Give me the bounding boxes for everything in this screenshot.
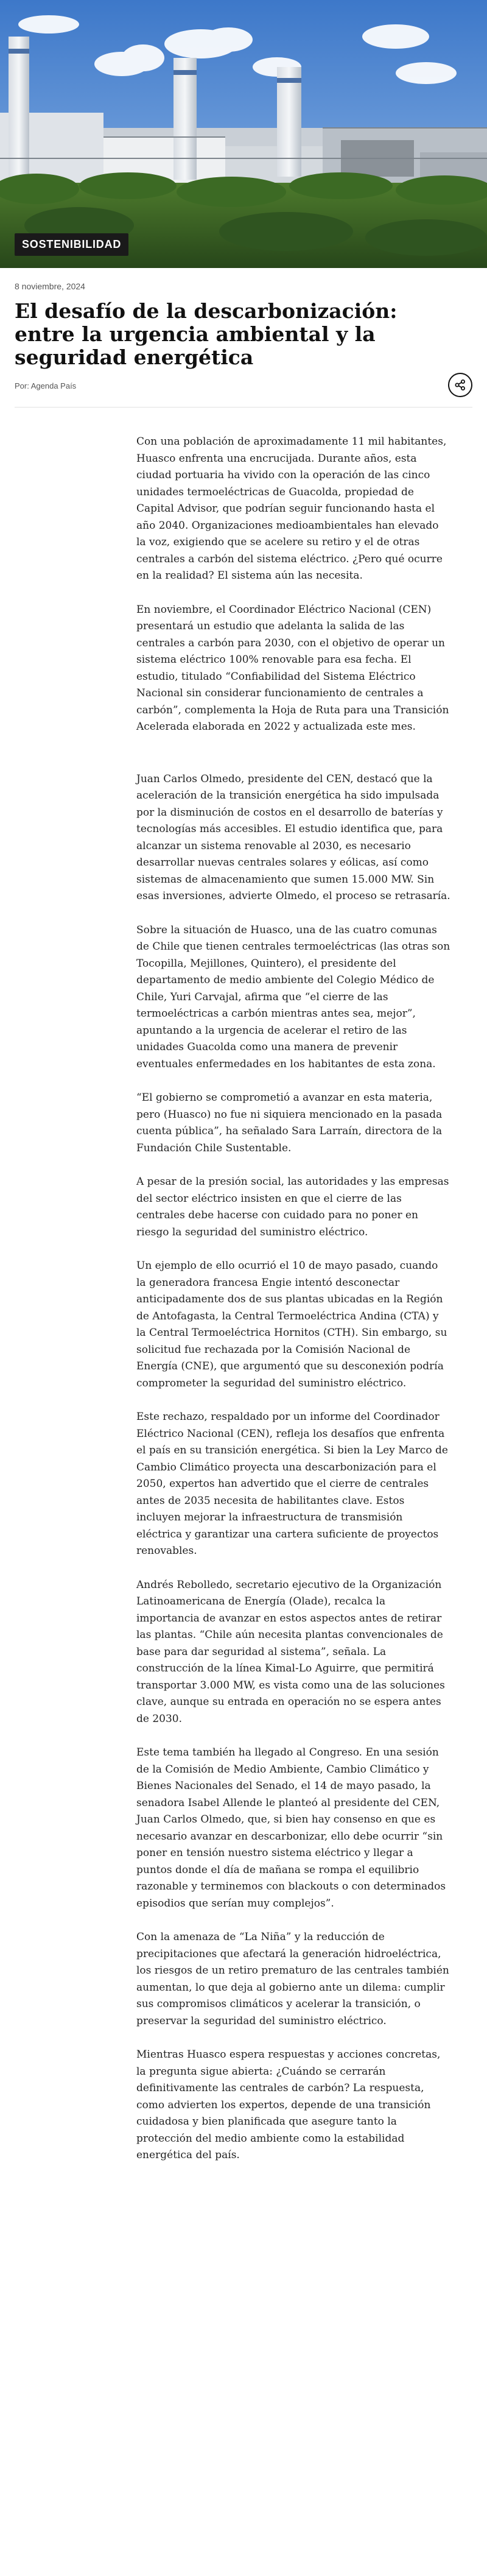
- paragraph: Juan Carlos Olmedo, presidente del CEN, destacó que la aceleración de la transición energética ha sido impulsada por la disminución de costos en el desarrollo de baterías y tecnologías más accesibles. El estudio identifica que, para alcanzar un sistema renovable al 2030, es necesario desarrollar nuevas centrales solares y eólicas, así como sistemas de almacenamiento que sumen 15.000 MW. Sin esas inversiones, advierte Olmedo, el proceso se retrasaría.: [136, 772, 450, 902]
- article-date: 8 noviembre, 2024: [15, 281, 85, 291]
- article-title: El desafío de la descarbonización: entre la urgencia ambiental y la seguridad energética: [15, 299, 398, 369]
- share-button[interactable]: [448, 373, 472, 397]
- paragraph: Mientras Huasco espera respuestas y acciones concretas, la pregunta sigue abierta: ¿Cuándo se cerrarán definitivamente las centrales de carbón? La respuesta, como advierten los expertos, depende de una transición cuidadosa y bien planificada que asegure tanto la protección del medio ambiente como la estabilidad energética del país.: [136, 2048, 441, 2161]
- paragraph: Este rechazo, respaldado por un informe del Coordinador Eléctrico Nacional (CEN), refleja los desafíos que enfrenta el país en su transición energética. Si bien la Ley Marco de Cambio Climático proyecta una descarbonización para el 2050, expertos han advertido que el cierre de centrales antes de 2035 necesita de habilitantes clave. Estos incluyen mejorar la infraestructura de transmisión eléctrica y garantizar una cartera suficiente de proyectos renovables.: [136, 1411, 448, 1557]
- paragraph: A pesar de la presión social, las autoridades y las empresas del sector eléctrico insisten en que el cierre de las centrales debe hacerse con cuidado para no poner en riesgo la seguridad del suministro eléctrico.: [136, 1176, 449, 1238]
- paragraph: Con la amenaza de “La Niña” y la reducción de precipitaciones que afectará la generación hidroeléctrica, los riesgos de un retiro prematuro de las centrales también aumentan, lo que deja al gobierno ante un dilema: cumplir sus compromisos climáticos y acelerar la transición, o preservar la seguridad del suministro eléctrico.: [136, 1931, 449, 2027]
- article-body: [136, 434, 450, 2181]
- paragraph: Un ejemplo de ello ocurrió el 10 de mayo pasado, cuando la generadora francesa Engie intentó desconectar anticipadamente dos de sus plantas ubicadas en la Región de Antofagasta, la Central Termoeléctrica Andina (CTA) y la Central Termoeléctrica Hornitos (CTH). Sin embargo, su solicitud fue rechazada por la Comisión Nacional de Energía (CNE), que argumentó que su desconexión podría comprometer la seguridad del suministro eléctrico.: [136, 1260, 447, 1389]
- article-byline: Por: Agenda País: [15, 381, 77, 390]
- category-badge[interactable]: SOSTENIBILIDAD: [15, 233, 128, 256]
- paragraph: Sobre la situación de Huasco, una de las cuatro comunas de Chile que tienen centrales termoeléctricas (las otras son Tocopilla, Mejillones, Quintero), el presidente del departamento de medio ambiente del Colegio Médico de Chile, Yuri Carvajal, afirma que “el cierre de las termoeléctricas a carbón mientras antes sea, mejor”, apuntando a la urgencia de acelerar el retiro de las unidades Guacolda como una manera de prevenir eventuales enfermedades en los habitantes de esta zona.: [136, 923, 450, 1070]
- hero-image: [0, 0, 487, 268]
- paragraph: Andrés Rebolledo, secretario ejecutivo de la Organización Latinoamericana de Energía (Olade), recalca la importancia de avanzar en estos aspectos antes de retirar las plantas. “Chile aún necesita plantas convencionales de base para dar seguridad al sistema”, señala. La construcción de la línea Kimal-Lo Aguirre, que permitirá transportar 3.000 MW, es vista como una de las soluciones clave, aunque su entrada en operación no se espera antes de 2030.: [136, 1578, 445, 1725]
- paragraph: “El gobierno se comprometió a avanzar en esta materia, pero (Huasco) no fue ni siquiera mencionado en la pasada cuenta pública”, ha señalado Sara Larraín, directora de la Fundación Chile Sustentable.: [136, 1092, 443, 1154]
- paragraph: Con una población de aproximadamente 11 mil habitantes, Huasco enfrenta una encrucijada. Durante años, esta ciudad portuaria ha vivido con la operación de las cinco unidades termoeléctricas de Guacolda, propiedad de Capital Advisor, que podrían seguir funcionando hasta el año 2040. Organizaciones medioambientales han elevado la voz, exigiendo que se acelere su retiro y el de otras centrales a carbón del sistema eléctrico. ¿Pero qué ocurre en la realidad? El sistema aún las necesita.: [136, 436, 447, 582]
- header-divider: [15, 407, 472, 408]
- paragraph: En noviembre, el Coordinador Eléctrico Nacional (CEN) presentará un estudio que adelanta la salida de las centrales a carbón para 2030, con el objetivo de operar un sistema eléctrico 100% renovable para esa fecha. El estudio, titulado “Confiabilidad del Sistema Eléctrico Nacional sin considerar funcionamiento de centrales a carbón”, complementa la Hoja de Ruta para una Transición Acelerada elaborada en 2022 y actualizada este mes.: [136, 603, 449, 733]
- share-icon: [454, 379, 466, 391]
- power-plant-photo: [0, 0, 487, 268]
- paragraph: Este tema también ha llegado al Congreso. En una sesión de la Comisión de Medio Ambiente, Cambio Climático y Bienes Nacionales del Senado, el 14 de mayo pasado, la senadora Isabel Allende le planteó al presidente del CEN, Juan Carlos Olmedo, que, si bien hay consenso en que es necesario avanzar en descarbonizar, ello debe ocurrir “sin poner en tensión nuestro sistema eléctrico y llegar a puntos donde el día de mañana se rompa el equilibrio razonable y terminemos con blackouts o con determinados episodios que serían muy complejos”.: [136, 1746, 446, 1910]
